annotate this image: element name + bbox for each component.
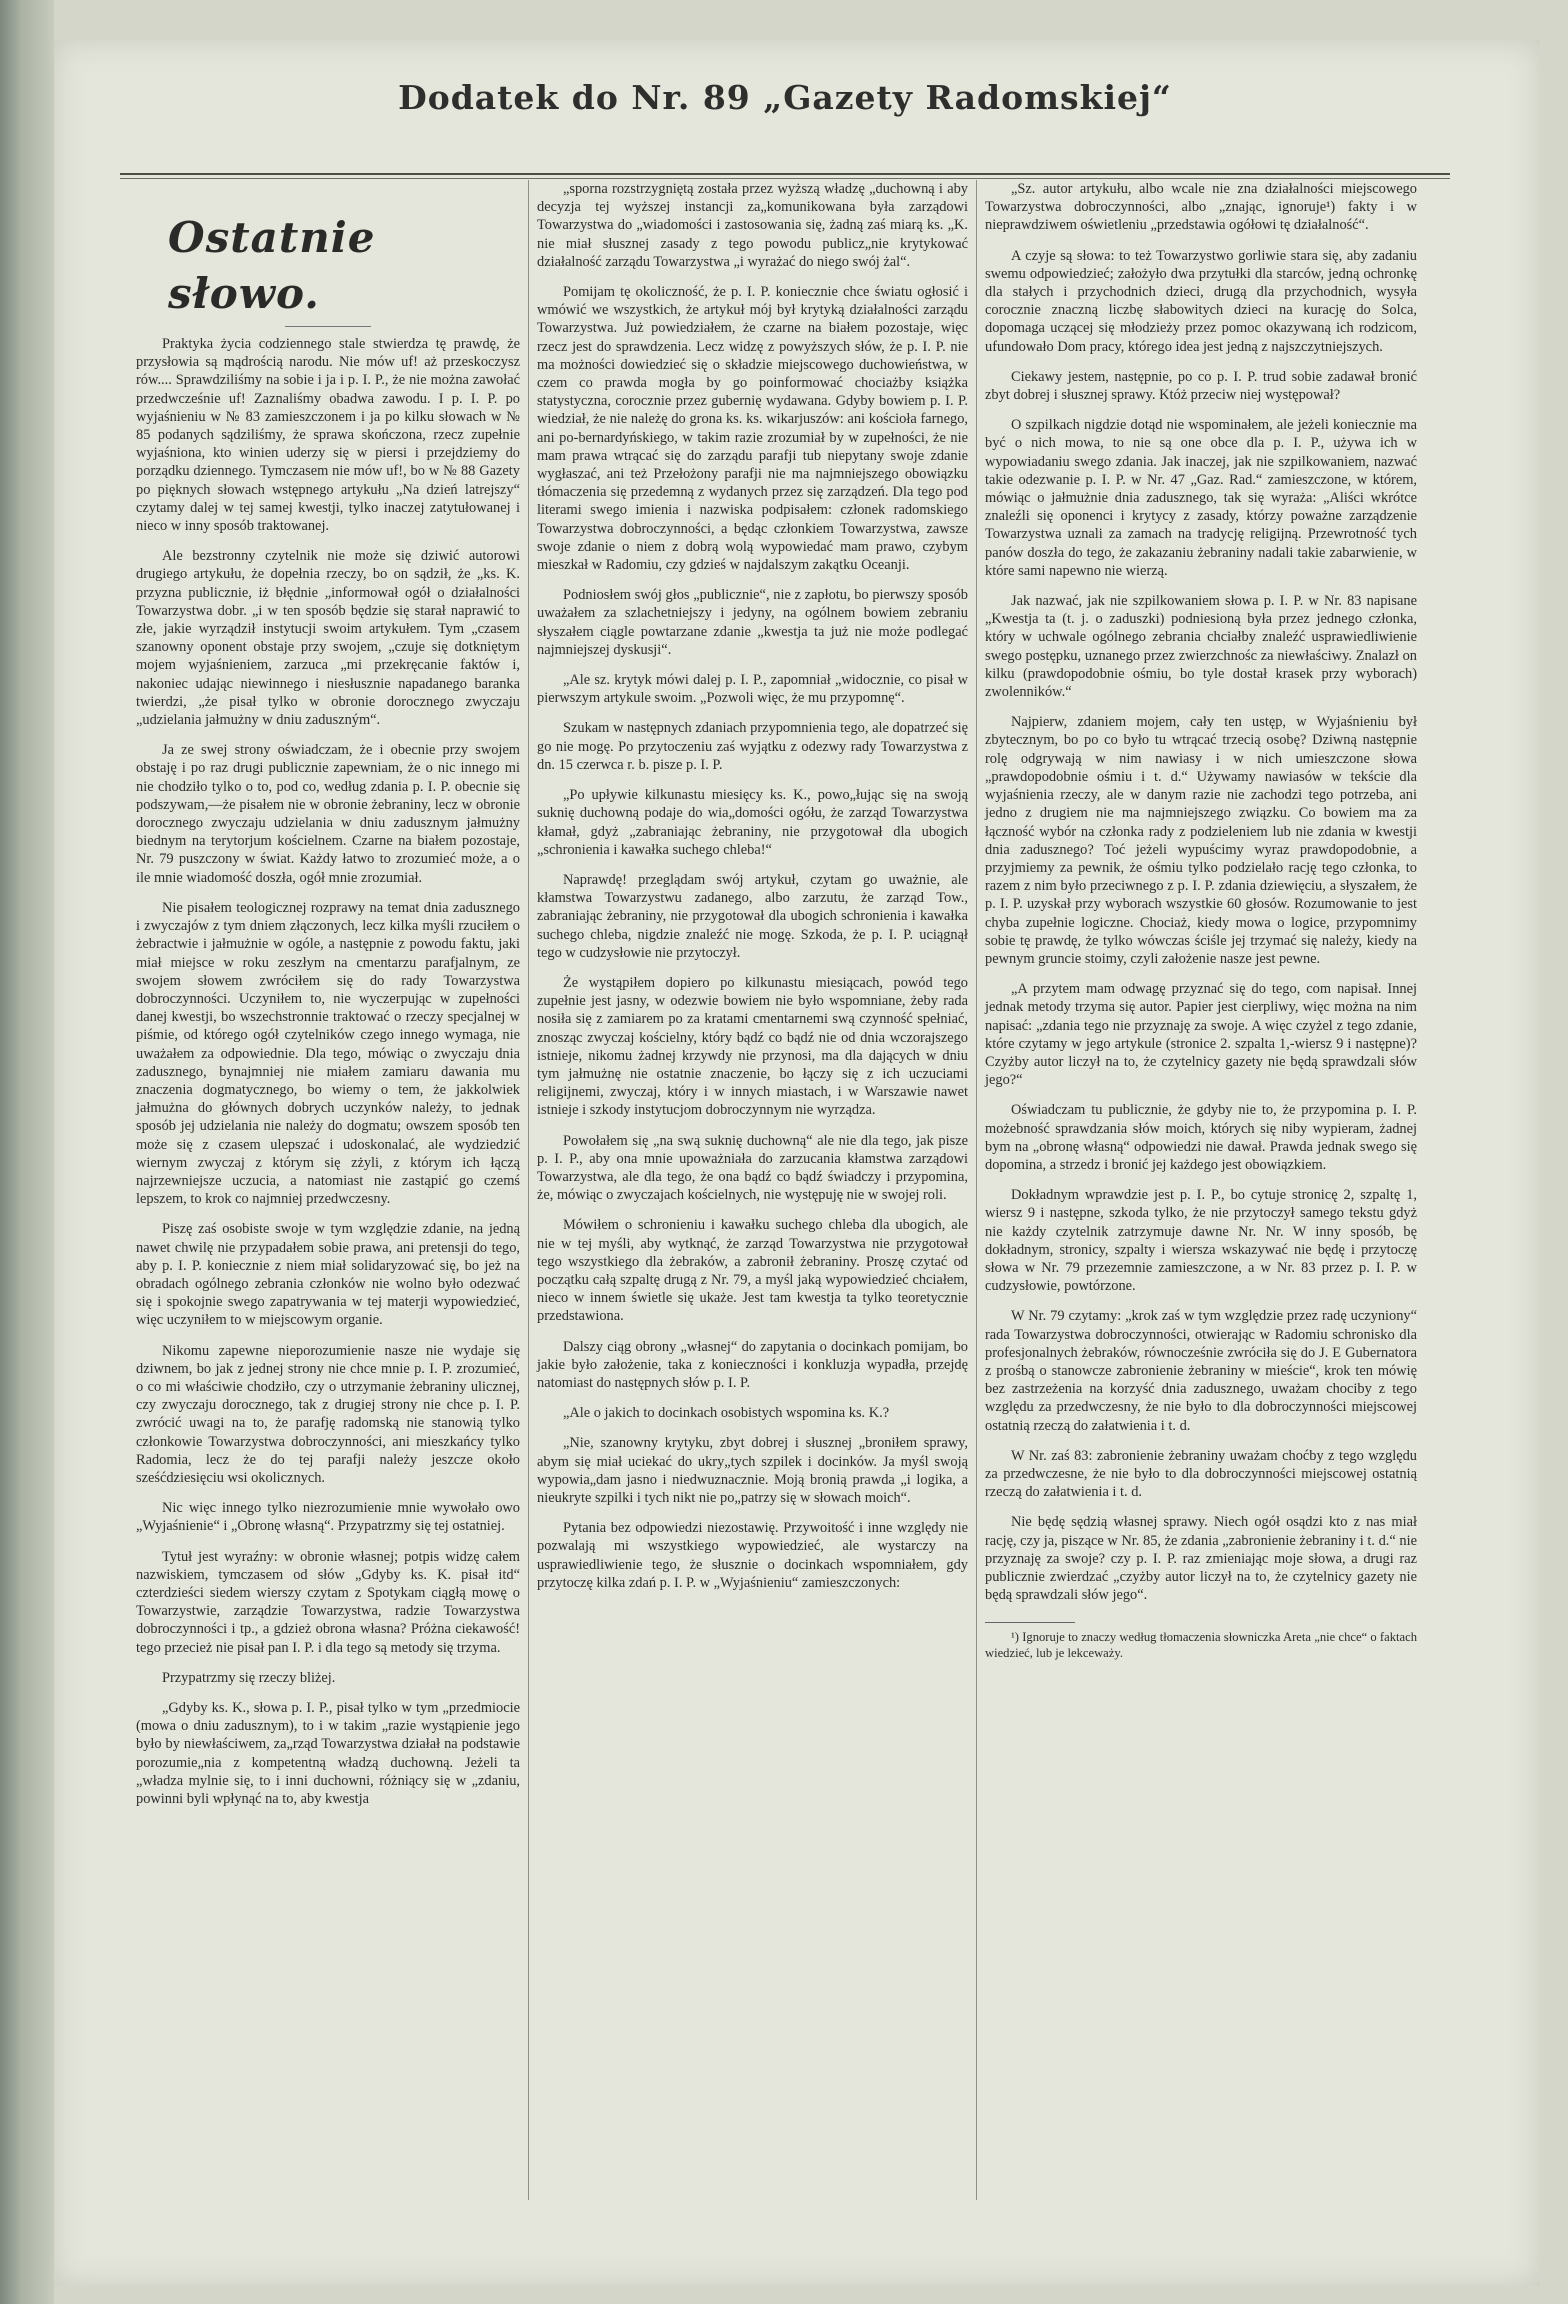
paragraph: „Po upływie kilkunastu miesięcy ks. K., powo„łując się na swoją suknię duchowną podaje do wia„domości ogółu, że zarząd Towarzystwa kłamał, gdyż „zabraniając żebraniny, nie przygotował dla ubogich „schronienia i kawałka suchego chleba!“ [537,787,968,858]
paragraph: Mówiłem o schronieniu i kawałku suchego chleba dla ubogich, ale nie w tej myśli, aby wytknąć, że zarząd Towarzystwa nie przygotował tego wszystkiego dla żebraków, a zabronił żebraniny. Proszę czytać od początku całą szpaltę drugą z Nr. 79, a myśl jaką wypowiedzieć chciałem, nieco w innem świetle się ukaże. Jest tam kwestja ta tylko teoretycznie przedstawiona. [537,1217,968,1325]
paragraph: „Nie, szanowny krytyku, zbyt dobrej i słusznej „broniłem sprawy, abym się miał uciekać do ukry„tych szpilek i docinków. Ja myśl swoją wypowia„dam jasno i niedwuznacznie. Moją bronią prawda „i logika, a nieukryte szpilki i tych nikt nie po„patrzy się w słowach moich“. [537,1435,968,1506]
paragraph: Nie będę sędzią własnej sprawy. Niech ogół osądzi kto z nas miał rację, czy ja, piszące w Nr. 85, że zdania „zabronienie żebraniny i t. d.“ nie przyznaję za swoje? czy p. I. P. raz zmieniając moje słowa, a drugi raz publicznie zwierdzać „czyżby autor liczył na to, że czytelnicy gazety nie będą sprawdzali słów jego“. [985,1514,1417,1604]
header-rule-thin [120,178,1450,179]
paragraph: Że wystąpiłem dopiero po kilkunastu miesiącach, powód tego zupełnie jest jasny, w odezwie bowiem nie było wspomniane, żeby rada nosiła się z zamiarem po za kratami cmentarnemi swą czynność spełniać, znosząc zwyczaj kościelny, który bądź co bądź nie od dnia wczorajszego istnieje, nikomu żadnej krzywdy nie przynosi, ma dla dających w dniu tym jałmużnę nie ostatnie znaczenie, bo łączy się z ich uczuciami religijnemi, zwyczaj, który i w innych miastach, i w Warszawie nawet istnieje i szkody instytucjom dobroczynnym nie wyrządza. [537,974,968,1119]
paragraph: Najpierw, zdaniem mojem, cały ten ustęp, w Wyjaśnieniu był zbytecznym, bo po co było tu wtrącać trzecią osobę? Dziwną następnie rolę odgrywają w nim nawiasy i w nich umieszczone słowa „prawdopodobnie ośmiu i t. d.“ Używamy nawiasów w tekście dla wyjaśnienia rzeczy, ale w danym razie nie zachodzi tego potrzeba, ani jedno z drugiem nie ma najmniejszego związku. Co bowiem ma za łączność wybór na członka rady z podzieleniem lub nie zdania w kwestji dnia zadusznego? Toć jeżeli wypuścimy wyraz prawdopodobnie, a przyjmiemy za pewnik, że ośmiu tylko podzielało rację tego członka, to razem z nim było przeciwnego z p. I. P. zdania dziewięciu, a słyszałem, że p. I. P. uzyskał przy wyborach wszystkie 60 głosów. Rozumowanie to jest chyba zupełnie logiczne. Chociaż, kiedy mowa o logice, przypomnimy sobie tę prawdę, że tylko wówczas ściśle jej trzymać się należy, kiedy na pewnym gruncie stoimy, czyli założenie nasze jest pewne. [985,714,1417,967]
paragraph: „sporna rozstrzygniętą została przez wyższą władzę „duchowną i aby decyzja tej wyższej instancji za„komunikowana była zarządowi Towarzystwa do „wiadomości i zastosowania się, żadną zaś miarą ks. „K. nie miał słusznej zasady z tego powodu publicz„nie krytykować działalność zarządu Towarzystwa „i wyrażać do niego swój żal“. [537,181,968,270]
column-divider [528,180,529,2200]
paragraph: Nikomu zapewne nieporozumienie nasze nie wydaje się dziwnem, bo jak z jednej strony nie chce mnie p. I. P. zrozumieć, o co mi właściwie chodziło, czy o utrzymanie żebraniny ulicznej, czy zwyczaju dorocznego, tak z drugiej strony nie chce p. I. P. zwrócić uwagi na to, że parafję radomską nie stanowią tylko członkowie Towarzystwa dobroczynności, ani mieszkańcy tylko Radomia, lecz że do tej parafji należy jeszcze około sześćdziesięciu wsi okolicznych. [136,1342,520,1486]
title-rule [285,326,371,327]
paragraph: Piszę zaś osobiste swoje w tym względzie zdanie, na jedną nawet chwilę nie przypadałem sobie prawa, ani pretensji do tego, aby p. I. P. koniecznie z niem miał solidaryzować się, bo jeż na obradach ogólnego zebrania członków nie wolno było odezwać się i spokojnie swego zapatrywania w tej materji wypowiedzieć, więc uczyniłem to w miejscowym organie. [136,1221,520,1329]
column-3 [985,180,1417,1661]
scan-edge [0,0,54,2304]
paragraph: Ciekawy jestem, następnie, po co p. I. P. trud sobie zadawał bronić zbyt dobrej i słusznej sprawy. Któż przeciw niej występował? [985,368,1417,404]
paragraph: „Ale o jakich to docinkach osobistych wspomina ks. K.? [563,1405,890,1422]
header-rule [120,173,1450,175]
page-header: Dodatek do Nr. 89 „Gazety Radomskiej“ [398,78,1172,117]
paragraph: W Nr. zaś 83: zabronienie żebraniny uważam choćby z tego względu za przedwczesne, że nie było to dla dobroczynności miejscowej ostatnią rzeczą do załatwienia i t. d. [985,1447,1417,1501]
paragraph: O szpilkach nigdzie dotąd nie wspominałem, ale jeżeli koniecznie ma być o nich mowa, to nie są one obce dla p. I. P., używa ich w wypowiadaniu swego zdania. Jak inaczej, jak nie szpilkowaniem, nazwać takie odezwanie p. I. P. w Nr. 47 „Gaz. Rad.“ zamieszczone, w którem, mówiąc o jałmużnie dnia zadusznego, tak się wyraża: „Aliści wkrótce znaleźli się oponenci i krytycy z zasady, którzy poważne zarządzenie Towarzystwa uznali za zamach na tradycję religijną. Przewrotność tych panów doszła do tego, że zakazaniu żebraniny nadali takie zabarwienie, w które sami napewno nie wierzą. [985,417,1417,579]
paragraph: Przypatrzmy się rzeczy bliżej. [162,1669,336,1686]
paragraph: Powołałem się „na swą suknię duchowną“ ale nie dla tego, jak pisze p. I. P., aby ona mnie upoważniała do zarzucania kłamstwa zarządowi Towarzystwa, ale dla tego, że ona bądź co bądź świadczy i przypomina, że, mówiąc o zwyczajach kościelnych, nie występuję nie w swojej roli. [537,1132,968,1204]
paragraph: Nic więc innego tylko niezrozumienie mnie wywołało owo „Wyjaśnienie“ i „Obronę własną“. Przypatrzmy się tej ostatniej. [136,1500,520,1535]
footnote-rule [985,1622,1075,1623]
paragraph: Jak nazwać, jak nie szpilkowaniem słowa p. I. P. w Nr. 83 napisane „Kwestja ta (t. j. o zaduszki) podniesioną była przez jednego członka, który w uchwale ogólnego zebrania chciałby znaleźć usprawiedliwienie swego postępku, uznanego przez zwierzchnośc za niewłaściwy. Znalazł on kilku (prawdopodobnie ośmiu, bo tyle dostał krasek przy wyborach) zwolenników.“ [985,593,1417,701]
paragraph: „A przytem mam odwagę przyznać się do tego, com napisał. Innej jednak metody trzyma się autor. Papier jest cierpliwy, więc można na nim napisać: „zdania tego nie przyznaję za swoje. A więc czyżel z tego zdanie, które czytamy w jego artykule (stronice 2. szpalta 1,-wiersz 9 i następne)? Czyżby autor liczył na to, że czytelnicy gazety nie będą sprawdzali słów jego?“ [985,981,1417,1089]
paragraph: A czyje są słowa: to też Towarzystwo gorliwie stara się, aby zadaniu swemu odpowiedzieć; założyło dwa przytułki dla starców, jedną ochronkę dla stałych i przychodnich dzieci, drugą dla przychodnich, wysyła corocznie znaczną liczbę słabowitych dzieci na kurację do Solca, dopomaga uczącej się młodzieży przez pomoc okazywaną ich rodzicom, ufundowało Dom pracy, którego idea jest jedną z najszczytniejszych. [985,247,1417,355]
paragraph: Dalszy ciąg obrony „własnej“ do zapytania o docinkach pomijam, bo jakie było założenie, taka z konieczności i konkluzja wypadła, przejdę natomiast do następnych słów p. I. P. [537,1338,968,1391]
paragraph: Pytania bez odpowiedzi niezostawię. Przywoitość i inne względy nie pozwalają mi wszystkiego wypowiedzieć, ale wystarczy na usprawiedliwienie tego, że słusznie o docinkach wspomniałem, gdy przytoczę kilka zdań p. I. P. w „Wyjaśnieniu“ zamieszczonych: [537,1520,968,1591]
paragraph: Ja ze swej strony oświadczam, że i obecnie przy swojem obstaję i po raz drugi publicznie zapewniam, że o nic innego mi nie chodziło tylko o to, pod co, według zdania p. I. P. obecnie się podszywam,—że pisałem nie w obronie żebraniny, lecz w obronie dorocznego zwyczaju udzielania w dniu zadusznym jałmużny biednym na terytorjum kościelnem. Czarne na białem pozostaje, Nr. 79 puszczony w świat. Każdy łatwo to zrozumieć może, a o ile mnie wiadomość doszła, ogół mnie zrozumiał. [136,742,520,886]
paragraph: Naprawdę! przeglądam swój artykuł, czytam go uważnie, ale kłamstwa Towarzystwu zadanego, albo zarzutu, że zarząd Tow., zabraniając żebraniny, nie przygotował dla ubogich schronienia i kawałka suchego chleba, nigdzie znaleźć nie mogę. Szkoda, że p. I. P. uciągnął tego w cudzysłowie nie przytoczył. [537,871,968,961]
paragraph: Dokładnym wprawdzie jest p. I. P., bo cytuje stronicę 2, szpaltę 1, wiersz 9 i następne, szkoda tylko, że nie przytoczył samego tekstu gdyż nie każdy czytelnik zatrzymuje dawne Nr. Nr. W inny sposób, bę dokładnym, stronicy, szpalty i wiersza wskazywać nie będę i przytoczę słowa w Nr. 79 przezemnie zamieszczone, a w Nr. 83 przez p. I. P. w cudzysłowie, powtórzone. [985,1187,1417,1295]
paragraph: „Sz. autor artykułu, albo wcale nie zna działalności miejscowego Towarzystwa dobroczynności, albo „znając, ignoruje¹) fakty i w nieprawdziwem oświetleniu „przedstawia ogółowi tę działalność“. [985,181,1417,234]
paragraph: Praktyka życia codziennego stale stwierdza tę prawdę, że przysłowia są mądrością narodu. Nie mów uf! aż przeskoczysz rów.... Sprawdziliśmy na sobie i ja i p. I. P., że nie można zawołać przedwcześnie uf! Zaznaliśmy obadwa zawodu. I p. I. P. po wyjaśnieniu w № 83 zamieszczonem i ja po kilku słowach w № 85 podanych sądziliśmy, że sprawa skończona, rzecz zupełnie wyjaśniona, kto winien uderzy się w piersi i przejdziemy do porządku dziennego. Tymczasem nie mów uf!, bo w № 88 Gazety po pięknych słowach wstępnego artykułu „Na dzień latrejszy“ czytamy dalej w tej samej kwestji, tylko inaczej zatytułowanej i nieco w inny sposób traktowanej. [136,336,520,535]
footnote: ¹) Ignoruje to znaczy według tłomaczenia słowniczka Areta „nie chce“ o faktach wiedzieć, lub je lekceważy. [985,1630,1417,1661]
article-title: Ostatnie słowo. [168,213,376,318]
paragraph: „Ale sz. krytyk mówi dalej p. I. P., zapomniał „widocznie, co pisał w pierwszym artykule swoim. „Pozwoli więc, że mu przypomnę“. [537,672,968,707]
column-1 [136,180,520,1820]
paragraph: Szukam w następnych zdaniach przypomnienia tego, ale dopatrzeć się go nie mogę. Po przytoczeniu zaś wyjątku z odezwy rady Towarzystwa z dn. 15 czerwca r. b. pisze p. I. P. [537,720,968,773]
paragraph: Tytuł jest wyraźny: w obronie własnej; potpis widzę całem nazwiskiem, tymczasem od słów „Gdyby ks. K. pisał itd“ czterdzieści siedem wierszy czytam z Spotykam ciągłą mowę o Towarzystwie, zarządzie Towarzystwa, radzie Towarzystwa dobroczynności i tp., a gdzież obrona własna? Próżna ciekawość! tego przecież nie pisał pan I. P. i dla tego są metody się trzyma. [136,1548,520,1656]
paragraph: Nie pisałem teologicznej rozprawy na temat dnia zadusznego i zwyczajów z tym dniem złączonych, lecz kilka myśli rzuciłem o żebractwie i jałmużnie w ogóle, a następnie z powodu faktu, jaki miał miejsce w roku zeszłym na cmentarzu parafjalnym, ze swojem słowem zwróciłem się do rady Towarzystwa dobroczynności. Uczyniłem to, nie wyczerpując w zupełności danej kwestji, bo wszechstronnie traktować o rzeczy specjalnej w piśmie, od którego ogół czytelników czego innego wymaga, nie uważałem za odpowiednie. Dla tego, mówiąc o zwyczaju dnia zadusznego, bynajmniej nie miałem zamiaru dawania mu znaczenia dogmatycznego, bo wiemy o tem, że jakkolwiek jałmużna do głównych dobrych uczynków należy, to jednak sposób jej udzielania nie należy do dogmatu; owszem sposób ten może się z czasem ulepszać i udoskonalać, ale wydziedzić wiernym zwyczaj z którym się zżyli, z którym ich łączą najrzewniejsze uczucia, a natomiast nie zastąpić go czemś lepszem, to krok co najmniej przedwczesny. [136,899,520,1208]
paragraph: „Gdyby ks. K., słowa p. I. P., pisał tylko w tym „przedmiocie (mowa o dniu zadusznym), to i w takim „razie wystąpienie jego było by niewłaściwem, za„rząd Towarzystwa działał na podstawie porozumie„nia z kompetentną władzą duchowną. Jeżeli ta „władza mylnie się, to i inni duchowni, różniący się w „zdaniu, powinni byli wpłynąć na to, aby kwestja [136,1700,520,1808]
paragraph: Pomijam tę okoliczność, że p. I. P. koniecznie chce światu ogłosić i wmówić we wszystkich, że artykuł mój był krytyką działalności zarządu Towarzystwa. Już powiedziałem, że czarne na białem pozostaje, więc rzecz jest do sprawdzenia. Lecz widzę z powyższych słów, że p. I. P. nie ma możności dowiedzieć się o składzie miejscowego duchowieństwa, w czem co prawda mogła by go poinformować chociażby książka statystyczna, corocznie przez gubernię wydawana. Gdyby bowiem p. I. P. wiedział, że nie należę do grona ks. ks. wikarjuszów: ani kościoła farnego, ani po-bernardyńskiego, w takim razie zrozumiał by w zupełności, że nie mam prawa wtrącać się do zarządu parafji tub niepytany swoje zdanie wygłaszać, ani też Przełożony parafji nie ma najmniejszego obowiązku tłómaczenia się przedemną z wydanych przez się zarządzeń. Dla tego pod literami swego imienia i nazwiska podpisałem: członek radomskiego Towarzystwa dobroczynności, a będąc członkiem Towarzystwa, zawsze swoje zdanie o niem z dobrą wolą wypowiedać mam prawo, czybym mieszkał w Radomiu, czy gdzieś w najdalszym zakątku Oceanji. [537,284,968,574]
paragraph: Ale bezstronny czytelnik nie może się dziwić autorowi drugiego artykułu, że dopełnia rzeczy, bo on sądził, że „ks. K. przyzna publicznie, iż błędnie „informował ogół o działalności Towarzystwa dobr. „i w ten sposób będzie się starał naprawić to złe, jakie wyrządził instytucji swoim artykułem. Tym „czasem szanowny oponent obstaje przy swojem, „czuje się dotkniętym mojem wyjaśnieniem, zarzuca „mi przekręcanie faktów i, nakoniec udając niewinnego i niesłusznie napadanego baranka twierdzi, „że pisał tylko w obronie dorocznego zwyczaju „udzielania jałmużny w dniu zaduszným“. [136,548,520,729]
column-2 [537,180,968,1604]
paragraph: W Nr. 79 czytamy: „krok zaś w tym względzie przez radę uczyniony“ rada Towarzystwa dobroczynności, otwierając w Radomiu schronisko dla profesjonalnych żebraków, równocześnie zwróciła się do J. E Gubernatora z prośbą o stanowcze zabronienie żebraniny w mieście“, krok ten mówię bez zastrzeżenia na korzyść dnia zadusznego, uważam chociby z tego względu za przedwczesny, że nie było to dla dobroczynności miejscowej ostatnią rzeczą do załatwienia i t. d. [985,1308,1417,1434]
paragraph: Podniosłem swój głos „publicznie“, nie z zapłotu, bo pierwszy sposób uważałem za szlachetniejszy i jedyny, na ogólnem bowiem zebraniu słyszałem ciągle powtarzane zdanie „kwestja ta już nie może podlegać najmniejszej dyskusji“. [537,587,968,658]
paragraph: Oświadczam tu publicznie, że gdyby nie to, że przypomina p. I. P. możebność sprawdzania słów moich, których się niby wypieram, żadnej bym na „obronę własną“ odpowiedzi nie dawał. Prawda jednak swego się dopomina, a strzedz i bronić jej każdego jest obowiązkiem. [985,1102,1417,1173]
column-divider [976,180,977,2200]
